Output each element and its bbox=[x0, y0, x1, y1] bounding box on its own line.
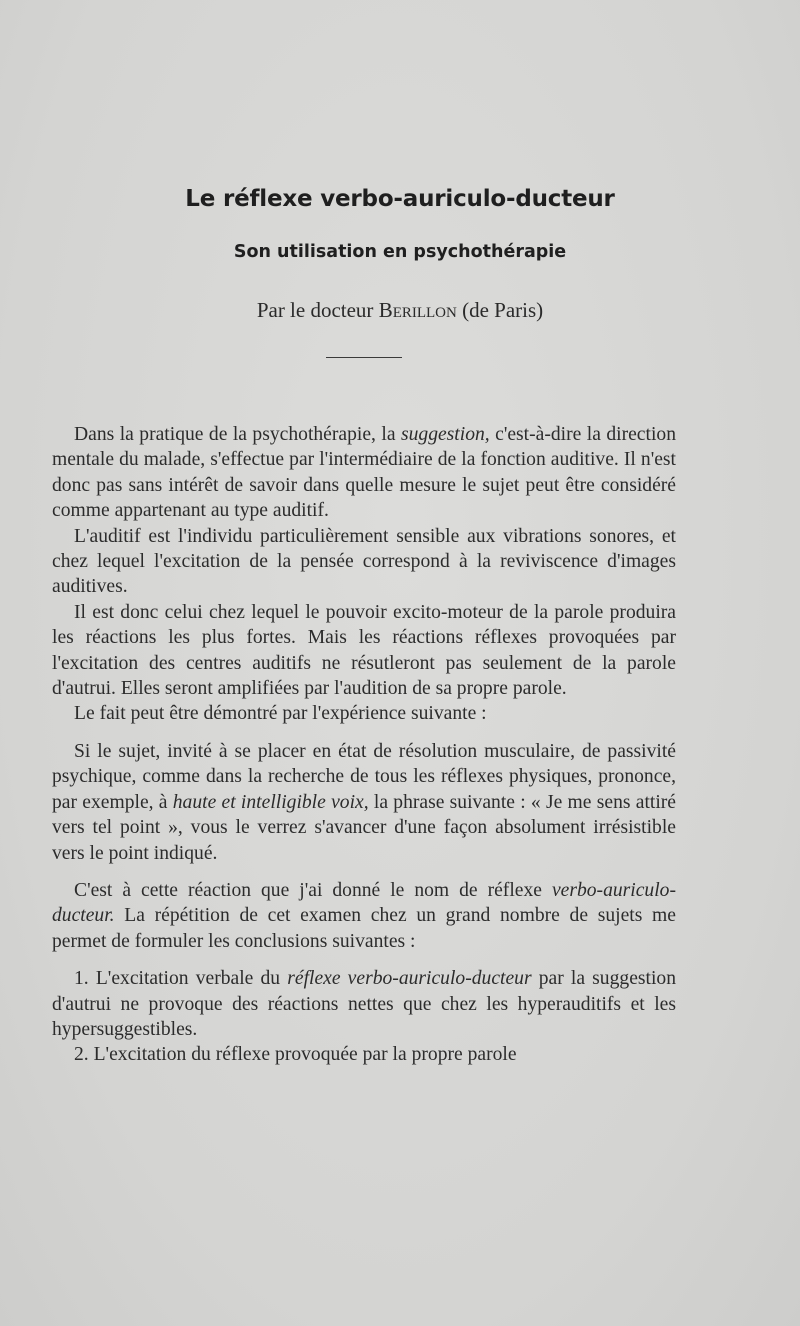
article-title: Le réflexe verbo-auriculo-ducteur bbox=[185, 186, 615, 212]
paragraph-text: Le fait peut être démontré par l'expérience suivante : bbox=[74, 703, 487, 725]
paragraph-text: Si le sujet, invité à se placer en état de résolution musculaire, de passivité psychique, comme dans la recherche de tous les réflexes physiques, prononce, par exemple, à bbox=[52, 740, 676, 813]
author-line bbox=[0, 298, 800, 323]
paragraph-5 bbox=[52, 739, 676, 866]
article-subtitle: Son utilisation en psychothérapie bbox=[233, 242, 567, 262]
author-name: Berillon bbox=[378, 298, 457, 322]
paragraph-text: Il est donc celui chez lequel le pouvoir excito-moteur de la parole produira les réactions les plus fortes. Mais les réactions réflexes provoquées par l'excitation des centres auditifs ne résutleront pas seulement de la parole d'autrui. Elles seront amplifiées par l'audition de sa propre parole. bbox=[52, 601, 676, 700]
paragraph-text: La répétition de cet examen chez un grand nombre de sujets me permet de formuler les conclusions suivantes : bbox=[52, 905, 676, 952]
article-body bbox=[52, 422, 676, 1068]
paragraph-3 bbox=[52, 600, 676, 702]
paragraph-2 bbox=[52, 524, 676, 600]
paragraph-text: par la suggestion d'autrui ne provoque des réactions nettes que chez les hyperauditifs et les hypersuggestibles. bbox=[52, 968, 676, 1040]
paragraph-text: la phrase suivante : « Je me sens attiré vers tel point », vous le verrez s'avancer d'une façon absolument irrésistible vers le point indiqué. bbox=[52, 791, 676, 864]
italic-term: verbo-auriculo-ducteur. bbox=[52, 879, 676, 927]
paragraph-7 bbox=[52, 966, 676, 1042]
paragraph-1 bbox=[52, 422, 676, 524]
author-prefix: Par le docteur bbox=[256, 298, 379, 322]
italic-term: réflexe verbo-auriculo-ducteur bbox=[287, 968, 532, 990]
paragraph-6 bbox=[52, 878, 676, 954]
paragraph-4 bbox=[52, 701, 676, 726]
author-suffix: (de Paris) bbox=[456, 298, 544, 322]
paragraph-text: 1. L'excitation verbale du bbox=[74, 968, 288, 990]
paragraph-text: Dans la pratique de la psychothérapie, la bbox=[74, 424, 401, 445]
italic-term: suggestion, bbox=[400, 424, 490, 445]
paragraph-text: 2. L'excitation du réflexe provoquée par la propre parole bbox=[74, 1044, 517, 1066]
paragraph-8 bbox=[52, 1042, 676, 1067]
paragraph-text: c'est-à-dire la direction mentale du malade, s'effectue par l'intermédiaire de la fonction auditive. Il n'est donc pas sans intérêt de savoir dans quelle mesure le sujet peut être considéré comme appartenant au type auditif. bbox=[52, 424, 676, 522]
separator-rule bbox=[326, 357, 402, 358]
paragraph-text: L'auditif est l'individu particulièrement sensible aux vibrations sonores, et chez lequel l'excitation de la pensée correspond à la reviviscence d'images auditives. bbox=[52, 525, 676, 598]
paragraph-text: C'est à cette réaction que j'ai donné le nom de réflexe bbox=[74, 879, 552, 901]
italic-term: haute et intelligible voix, bbox=[172, 791, 369, 813]
